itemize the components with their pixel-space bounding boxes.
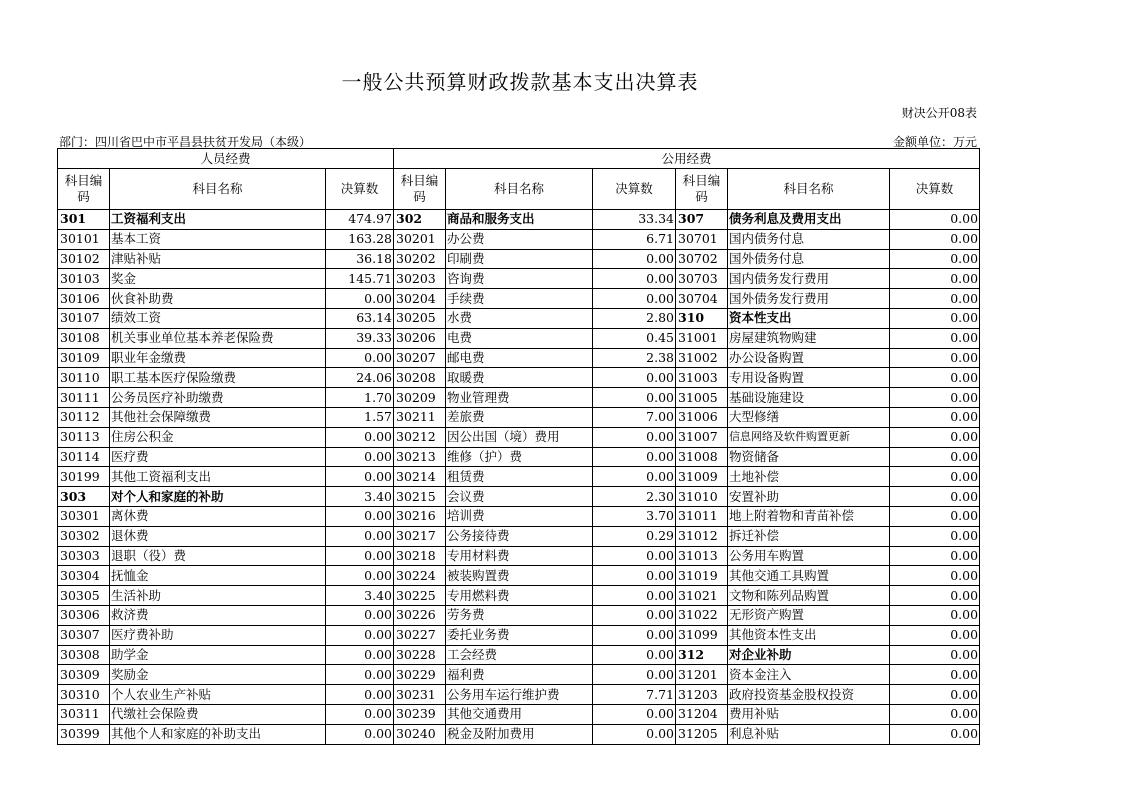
- subject-name: 生活补助: [110, 586, 326, 606]
- subject-code: 30225: [394, 586, 446, 606]
- table-row: [58, 526, 980, 546]
- subject-name: 政府投资基金股权投资: [728, 685, 890, 705]
- subject-name: 离休费: [110, 506, 326, 526]
- subject-code: 30704: [676, 289, 728, 309]
- amount-value: 0.00: [890, 427, 980, 447]
- subject-name: 抚恤金: [110, 566, 326, 586]
- subject-code: 30399: [58, 724, 110, 744]
- subject-name: 地上附着物和青苗补偿: [728, 506, 890, 526]
- subject-code: 30229: [394, 665, 446, 685]
- amount-value: 0.00: [326, 348, 394, 368]
- subject-code: 303: [58, 487, 110, 507]
- amount-value: 2.30: [593, 487, 676, 507]
- subject-code: 30103: [58, 269, 110, 289]
- table-row: [58, 447, 980, 467]
- subject-name: 资本金注入: [728, 665, 890, 685]
- subject-code: 30301: [58, 506, 110, 526]
- amount-value: 0.00: [593, 546, 676, 566]
- amount-value: 0.00: [890, 229, 980, 249]
- amount-value: 0.00: [593, 447, 676, 467]
- amount-value: 0.00: [890, 388, 980, 408]
- amount-value: 0.00: [593, 724, 676, 744]
- subject-code: 30307: [58, 625, 110, 645]
- subject-name: 其他工资福利支出: [110, 467, 326, 487]
- subject-name: 专用设备购置: [728, 368, 890, 388]
- subject-name: 公务接待费: [446, 526, 593, 546]
- subject-name: 住房公积金: [110, 427, 326, 447]
- subject-name: 代缴社会保险费: [110, 704, 326, 724]
- subject-code: 30304: [58, 566, 110, 586]
- subject-name: 被装购置费: [446, 566, 593, 586]
- table-row: [58, 685, 980, 705]
- table-row: [58, 704, 980, 724]
- amount-value: 0.00: [593, 645, 676, 665]
- amount-value: 24.06: [326, 368, 394, 388]
- subject-name: 医疗费补助: [110, 625, 326, 645]
- amount-value: 0.00: [593, 249, 676, 269]
- subject-name: 委托业务费: [446, 625, 593, 645]
- amount-value: 1.57: [326, 407, 394, 427]
- subject-name: 国外债务付息: [728, 249, 890, 269]
- subject-name: 资本性支出: [728, 308, 890, 328]
- table-row: [58, 625, 980, 645]
- subject-name: 福利费: [446, 665, 593, 685]
- subject-code: 30701: [676, 229, 728, 249]
- subject-name: 信息网络及软件购置更新: [728, 427, 890, 447]
- amount-value: 145.71: [326, 269, 394, 289]
- amount-value: 0.00: [326, 447, 394, 467]
- amount-value: 0.00: [326, 625, 394, 645]
- subject-code: 31013: [676, 546, 728, 566]
- subject-name: 退职（役）费: [110, 546, 326, 566]
- subject-name: 医疗费: [110, 447, 326, 467]
- subject-code: 30102: [58, 249, 110, 269]
- subject-name: 物业管理费: [446, 388, 593, 408]
- amount-value: 0.00: [326, 427, 394, 447]
- subject-code: 30110: [58, 368, 110, 388]
- subject-code: 302: [394, 210, 446, 230]
- subject-name: 专用材料费: [446, 546, 593, 566]
- amount-value: 0.00: [326, 566, 394, 586]
- amount-value: 474.97: [326, 210, 394, 230]
- expenditure-table: [57, 148, 980, 745]
- table-row: [58, 487, 980, 507]
- amount-value: 0.00: [593, 625, 676, 645]
- subject-code: 30216: [394, 506, 446, 526]
- subject-code: 30311: [58, 704, 110, 724]
- table-row: [58, 586, 980, 606]
- subject-name: 工会经费: [446, 645, 593, 665]
- amount-value: 0.00: [890, 704, 980, 724]
- subject-code: 312: [676, 645, 728, 665]
- amount-value: 0.00: [890, 605, 980, 625]
- amount-value: 36.18: [326, 249, 394, 269]
- subject-code: 30217: [394, 526, 446, 546]
- amount-value: 0.00: [890, 348, 980, 368]
- table-row: [58, 506, 980, 526]
- amount-value: 7.00: [593, 407, 676, 427]
- amount-value: 0.00: [326, 546, 394, 566]
- table-row: [58, 269, 980, 289]
- subject-name: 其他交通费用: [446, 704, 593, 724]
- amount-value: 0.00: [326, 506, 394, 526]
- subject-name: 手续费: [446, 289, 593, 309]
- subject-name: 基本工资: [110, 229, 326, 249]
- amount-value: 0.00: [890, 487, 980, 507]
- subject-code: 31003: [676, 368, 728, 388]
- subject-code: 30212: [394, 427, 446, 447]
- amount-value: 0.00: [890, 269, 980, 289]
- subject-name: 其他交通工具购置: [728, 566, 890, 586]
- subject-code: 31099: [676, 625, 728, 645]
- subject-name: 维修（护）费: [446, 447, 593, 467]
- amount-value: 0.00: [593, 605, 676, 625]
- subject-name: 公务用车购置: [728, 546, 890, 566]
- subject-code: 31010: [676, 487, 728, 507]
- subject-name: 公务用车运行维护费: [446, 685, 593, 705]
- subject-code: 30308: [58, 645, 110, 665]
- subject-name: 租赁费: [446, 467, 593, 487]
- table-row: [58, 665, 980, 685]
- amount-value: 0.45: [593, 328, 676, 348]
- subject-name: 无形资产购置: [728, 605, 890, 625]
- subject-name: 培训费: [446, 506, 593, 526]
- subject-code: 31005: [676, 388, 728, 408]
- subject-name: 助学金: [110, 645, 326, 665]
- amount-value: 0.00: [890, 506, 980, 526]
- amount-value: 0.00: [890, 566, 980, 586]
- subject-code: 30207: [394, 348, 446, 368]
- amount-value: 0.00: [326, 704, 394, 724]
- amount-value: 0.00: [890, 289, 980, 309]
- subject-code: 31201: [676, 665, 728, 685]
- subject-name: 办公费: [446, 229, 593, 249]
- subject-code: 31006: [676, 407, 728, 427]
- subject-code: 30231: [394, 685, 446, 705]
- subject-code: 30111: [58, 388, 110, 408]
- group-header-public: 公用经费: [394, 149, 980, 169]
- amount-value: 0.00: [890, 625, 980, 645]
- amount-value: 0.00: [890, 407, 980, 427]
- subject-code: 31204: [676, 704, 728, 724]
- subject-code: 30703: [676, 269, 728, 289]
- subject-name: 安置补助: [728, 487, 890, 507]
- table-row: [58, 229, 980, 249]
- subject-code: 30114: [58, 447, 110, 467]
- subject-code: 30303: [58, 546, 110, 566]
- amount-value: 0.00: [593, 269, 676, 289]
- subject-code: 30215: [394, 487, 446, 507]
- col-header-code: 科目编码: [394, 169, 446, 210]
- subject-code: 30309: [58, 665, 110, 685]
- col-header-name: 科目名称: [728, 169, 890, 210]
- amount-value: 0.00: [890, 526, 980, 546]
- subject-name: 工资福利支出: [110, 210, 326, 230]
- amount-value: 0.00: [326, 685, 394, 705]
- subject-name: 土地补偿: [728, 467, 890, 487]
- subject-code: 31019: [676, 566, 728, 586]
- table-row: [58, 427, 980, 447]
- subject-code: 30218: [394, 546, 446, 566]
- group-header-personnel: 人员经费: [58, 149, 394, 169]
- col-header-amount: 决算数: [593, 169, 676, 210]
- amount-value: 0.00: [593, 368, 676, 388]
- col-header-amount: 决算数: [326, 169, 394, 210]
- table-row: [58, 645, 980, 665]
- subject-code: 30227: [394, 625, 446, 645]
- subject-name: 基础设施建设: [728, 388, 890, 408]
- subject-name: 个人农业生产补贴: [110, 685, 326, 705]
- amount-value: 0.00: [326, 665, 394, 685]
- table-row: [58, 566, 980, 586]
- subject-code: 30226: [394, 605, 446, 625]
- subject-name: 印刷费: [446, 249, 593, 269]
- table-row: [58, 308, 980, 328]
- subject-name: 会议费: [446, 487, 593, 507]
- subject-code: 30202: [394, 249, 446, 269]
- subject-code: 30209: [394, 388, 446, 408]
- amount-value: 0.00: [890, 685, 980, 705]
- subject-name: 商品和服务支出: [446, 210, 593, 230]
- amount-value: 0.00: [890, 328, 980, 348]
- amount-value: 0.00: [326, 645, 394, 665]
- subject-code: 30106: [58, 289, 110, 309]
- subject-name: 大型修缮: [728, 407, 890, 427]
- subject-code: 31021: [676, 586, 728, 606]
- table-body: [58, 210, 980, 745]
- amount-value: 0.00: [890, 724, 980, 744]
- amount-value: 0.00: [326, 605, 394, 625]
- subject-name: 债务利息及费用支出: [728, 210, 890, 230]
- subject-name: 因公出国（境）费用: [446, 427, 593, 447]
- subject-code: 30239: [394, 704, 446, 724]
- subject-name: 退休费: [110, 526, 326, 546]
- subject-name: 国外债务发行费用: [728, 289, 890, 309]
- form-code: 财决公开08表: [901, 106, 977, 120]
- subject-code: 31002: [676, 348, 728, 368]
- table-row: [58, 546, 980, 566]
- amount-value: 0.00: [890, 467, 980, 487]
- subject-name: 邮电费: [446, 348, 593, 368]
- subject-code: 30206: [394, 328, 446, 348]
- amount-value: 0.00: [890, 249, 980, 269]
- subject-name: 差旅费: [446, 407, 593, 427]
- subject-code: 30101: [58, 229, 110, 249]
- subject-name: 办公设备购置: [728, 348, 890, 368]
- subject-code: 31012: [676, 526, 728, 546]
- amount-value: 0.00: [326, 467, 394, 487]
- amount-value: 3.70: [593, 506, 676, 526]
- subject-code: 30302: [58, 526, 110, 546]
- subject-code: 31007: [676, 427, 728, 447]
- subject-code: 30112: [58, 407, 110, 427]
- amount-value: 0.00: [326, 289, 394, 309]
- department-label: 部门：四川省巴中市平昌县扶贫开发局（本级）: [59, 135, 312, 149]
- subject-name: 职业年金缴费: [110, 348, 326, 368]
- col-header-amount: 决算数: [890, 169, 980, 210]
- subject-code: 30109: [58, 348, 110, 368]
- report-title: 一般公共预算财政拨款基本支出决算表: [341, 70, 699, 94]
- subject-name: 拆迁补偿: [728, 526, 890, 546]
- amount-value: 2.80: [593, 308, 676, 328]
- subject-name: 利息补贴: [728, 724, 890, 744]
- subject-code: 30204: [394, 289, 446, 309]
- subject-name: 专用燃料费: [446, 586, 593, 606]
- subject-code: 30108: [58, 328, 110, 348]
- amount-value: 1.70: [326, 388, 394, 408]
- subject-code: 30240: [394, 724, 446, 744]
- amount-value: 0.00: [890, 586, 980, 606]
- subject-code: 31022: [676, 605, 728, 625]
- subject-code: 310: [676, 308, 728, 328]
- subject-code: 30205: [394, 308, 446, 328]
- amount-value: 0.00: [593, 427, 676, 447]
- col-header-code: 科目编码: [58, 169, 110, 210]
- subject-name: 税金及附加费用: [446, 724, 593, 744]
- table-row: [58, 407, 980, 427]
- subject-code: 31011: [676, 506, 728, 526]
- table-row: [58, 328, 980, 348]
- subject-name: 国内债务付息: [728, 229, 890, 249]
- subject-name: 奖金: [110, 269, 326, 289]
- subject-name: 电费: [446, 328, 593, 348]
- subject-code: 30201: [394, 229, 446, 249]
- subject-code: 30224: [394, 566, 446, 586]
- subject-code: 30310: [58, 685, 110, 705]
- subject-code: 31001: [676, 328, 728, 348]
- subject-name: 文物和陈列品购置: [728, 586, 890, 606]
- amount-value: 0.00: [890, 447, 980, 467]
- subject-code: 31205: [676, 724, 728, 744]
- amount-value: 6.71: [593, 229, 676, 249]
- subject-code: 31009: [676, 467, 728, 487]
- amount-value: 0.00: [890, 210, 980, 230]
- subject-name: 对企业补助: [728, 645, 890, 665]
- subject-name: 公务员医疗补助缴费: [110, 388, 326, 408]
- table-row: [58, 249, 980, 269]
- subject-name: 咨询费: [446, 269, 593, 289]
- subject-name: 职工基本医疗保险缴费: [110, 368, 326, 388]
- subject-code: 30306: [58, 605, 110, 625]
- amount-value: 0.00: [593, 566, 676, 586]
- table-row: [58, 348, 980, 368]
- subject-name: 对个人和家庭的补助: [110, 487, 326, 507]
- amount-value: 3.40: [326, 487, 394, 507]
- amount-value: 2.38: [593, 348, 676, 368]
- col-header-name: 科目名称: [446, 169, 593, 210]
- amount-value: 0.00: [593, 586, 676, 606]
- subject-name: 救济费: [110, 605, 326, 625]
- amount-value: 0.00: [890, 308, 980, 328]
- amount-value: 7.71: [593, 685, 676, 705]
- subject-code: 30199: [58, 467, 110, 487]
- table-row: [58, 605, 980, 625]
- amount-value: 0.00: [593, 289, 676, 309]
- subject-name: 其他个人和家庭的补助支出: [110, 724, 326, 744]
- subject-code: 30228: [394, 645, 446, 665]
- amount-value: 0.00: [326, 724, 394, 744]
- subject-code: 30203: [394, 269, 446, 289]
- subject-name: 取暖费: [446, 368, 593, 388]
- subject-name: 机关事业单位基本养老保险费: [110, 328, 326, 348]
- subject-name: 劳务费: [446, 605, 593, 625]
- amount-value: 0.00: [890, 665, 980, 685]
- amount-value: 0.00: [890, 645, 980, 665]
- subject-name: 房屋建筑物购建: [728, 328, 890, 348]
- subject-code: 31008: [676, 447, 728, 467]
- amount-value: 163.28: [326, 229, 394, 249]
- subject-code: 30113: [58, 427, 110, 447]
- table-row: [58, 467, 980, 487]
- col-header-code: 科目编码: [676, 169, 728, 210]
- subject-name: 水费: [446, 308, 593, 328]
- subject-code: 30213: [394, 447, 446, 467]
- subject-code: 301: [58, 210, 110, 230]
- subject-name: 伙食补助费: [110, 289, 326, 309]
- subject-code: 30702: [676, 249, 728, 269]
- subject-code: 30208: [394, 368, 446, 388]
- amount-value: 3.40: [326, 586, 394, 606]
- subject-code: 30211: [394, 407, 446, 427]
- subject-name: 其他社会保障缴费: [110, 407, 326, 427]
- col-header-name: 科目名称: [110, 169, 326, 210]
- subject-name: 物资储备: [728, 447, 890, 467]
- amount-value: 0.00: [890, 546, 980, 566]
- amount-value: 63.14: [326, 308, 394, 328]
- subject-name: 国内债务发行费用: [728, 269, 890, 289]
- table-row: [58, 210, 980, 230]
- subject-name: 津贴补贴: [110, 249, 326, 269]
- amount-value: 33.34: [593, 210, 676, 230]
- amount-value: 0.00: [593, 467, 676, 487]
- table-row: [58, 289, 980, 309]
- table-row: [58, 724, 980, 744]
- subject-code: 30214: [394, 467, 446, 487]
- subject-code: 30107: [58, 308, 110, 328]
- amount-value: 0.00: [593, 704, 676, 724]
- subject-name: 奖励金: [110, 665, 326, 685]
- subject-name: 绩效工资: [110, 308, 326, 328]
- subject-name: 其他资本性支出: [728, 625, 890, 645]
- subject-name: 费用补贴: [728, 704, 890, 724]
- table-row: [58, 388, 980, 408]
- amount-unit: 金额单位：万元: [892, 135, 977, 149]
- table-row: [58, 368, 980, 388]
- amount-value: 0.00: [890, 368, 980, 388]
- amount-value: 0.00: [593, 388, 676, 408]
- amount-value: 0.29: [593, 526, 676, 546]
- subject-code: 30305: [58, 586, 110, 606]
- amount-value: 0.00: [593, 665, 676, 685]
- subject-code: 307: [676, 210, 728, 230]
- amount-value: 0.00: [326, 526, 394, 546]
- amount-value: 39.33: [326, 328, 394, 348]
- subject-code: 31203: [676, 685, 728, 705]
